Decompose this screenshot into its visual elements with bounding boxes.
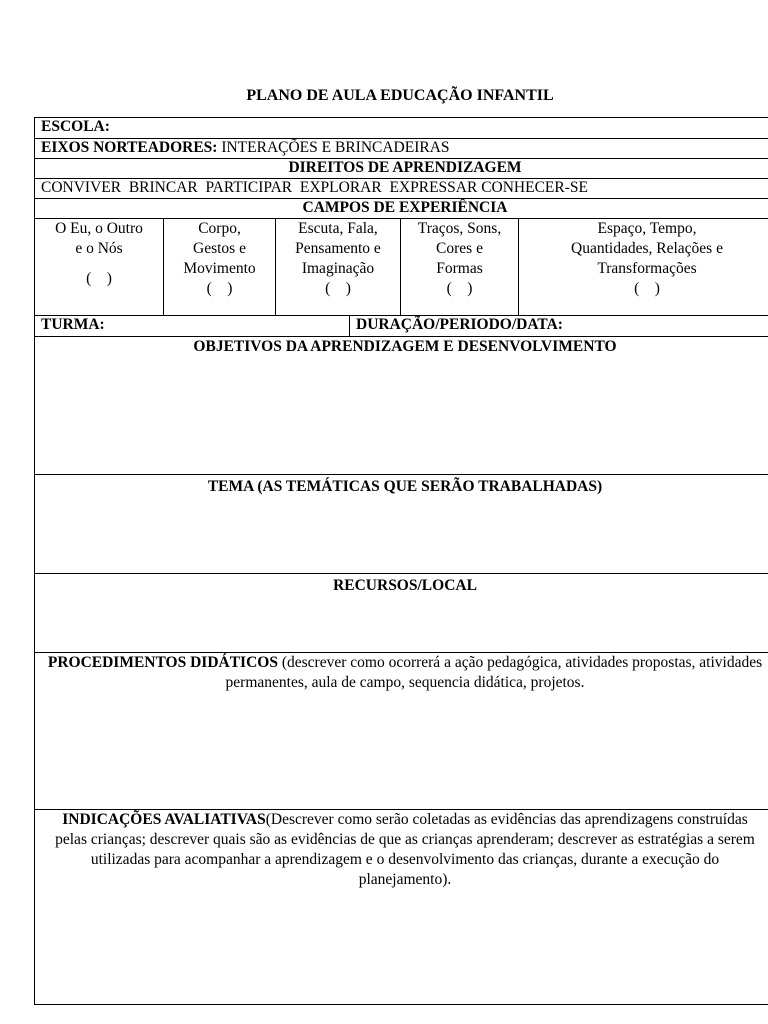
campos-grid — [35, 218, 768, 316]
duracao-label: DURAÇÃO/PERIODO/DATA: — [356, 316, 563, 333]
campo-line: Transformações — [597, 260, 697, 277]
campo-checkbox[interactable]: ( ) — [206, 280, 233, 297]
lesson-plan-form — [34, 117, 768, 1005]
page-title: PLANO DE AULA EDUCAÇÃO INFANTIL — [246, 87, 554, 104]
direitos-heading: DIREITOS DE APRENDIZAGEM — [35, 159, 768, 179]
campo-line: Traços, Sons, — [417, 220, 502, 237]
eixos-row — [35, 139, 768, 159]
escola-label: ESCOLA: — [41, 118, 110, 135]
indicacoes-section[interactable] — [35, 810, 768, 1004]
procedimentos-description: (descrever como ocorrerá a ação pedagógica, atividades propostas, atividades permanentes, aula de campo, sequencia didática, projetos. — [225, 654, 763, 691]
recursos-heading: RECURSOS/LOCAL — [333, 577, 477, 594]
procedimentos-heading: PROCEDIMENTOS DIDÁTICOS — [47, 654, 278, 671]
eixos-label: EIXOS NORTEADORES: — [41, 139, 218, 156]
procedimentos-section[interactable] — [35, 653, 768, 810]
campo-line: e o Nós — [75, 240, 123, 257]
turma-field[interactable] — [41, 316, 105, 333]
campo-checkbox[interactable]: ( ) — [325, 280, 351, 297]
campo-line: Pensamento e — [295, 240, 381, 257]
turma-duracao-row — [35, 316, 768, 337]
indicacoes-heading: INDICAÇÕES AVALIATIVAS — [62, 811, 266, 828]
campos-heading: CAMPOS DE EXPERIÊNCIA — [35, 199, 768, 219]
recursos-section[interactable] — [35, 574, 768, 653]
indicacoes-text-block — [35, 810, 768, 890]
campo-espaco-tempo[interactable] — [519, 218, 768, 315]
campo-line: Imaginação — [301, 260, 375, 277]
campo-escuta-fala[interactable] — [276, 218, 401, 315]
campo-checkbox[interactable]: ( ) — [446, 280, 473, 297]
campo-line: Escuta, Fala, — [298, 220, 378, 237]
campo-line: Movimento — [183, 260, 256, 277]
campo-corpo-gestos[interactable] — [164, 218, 276, 315]
objetivos-section[interactable] — [35, 337, 768, 475]
campo-line: Espaço, Tempo, — [597, 220, 697, 237]
campo-checkbox[interactable]: ( ) — [86, 270, 112, 287]
campo-line: Formas — [436, 260, 483, 277]
direitos-list: CONVIVER BRINCAR PARTICIPAR EXPLORAR EXPRESSAR CONHECER-SE — [35, 179, 768, 199]
campo-line: Quantidades, Relações e — [571, 240, 723, 257]
turma-label: TURMA: — [41, 316, 105, 333]
escola-field[interactable] — [35, 118, 768, 139]
campo-eu-outro-nos[interactable] — [35, 218, 164, 315]
tema-section[interactable] — [35, 475, 768, 574]
eixos-value: INTERAÇÕES E BRINCADEIRAS — [221, 139, 450, 156]
campo-line: Gestos e — [193, 240, 246, 257]
campo-line: O Eu, o Outro — [55, 220, 143, 237]
objetivos-heading: OBJETIVOS DA APRENDIZAGEM E DESENVOLVIMENTO — [193, 338, 617, 355]
tema-heading: TEMA (AS TEMÁTICAS QUE SERÃO TRABALHADAS) — [207, 478, 603, 495]
campo-checkbox[interactable]: ( ) — [634, 280, 660, 297]
duracao-field[interactable] — [349, 316, 563, 336]
indicacoes-description: (Descrever como serão coletadas as evidências das aprendizagens construídas pelas crianças; descrever quais são as evidências de que as crianças aprenderam; descrever as estratégias a serem utilizadas para acompanhar a aprendizagem e o desenvolvimento das crianças, durante a execução do planejamento). — [55, 811, 755, 888]
campo-line: Cores e — [436, 240, 483, 257]
campo-line: Corpo, — [198, 220, 241, 237]
campo-tracos-sons[interactable] — [401, 218, 519, 315]
procedimentos-text-block — [35, 653, 768, 693]
